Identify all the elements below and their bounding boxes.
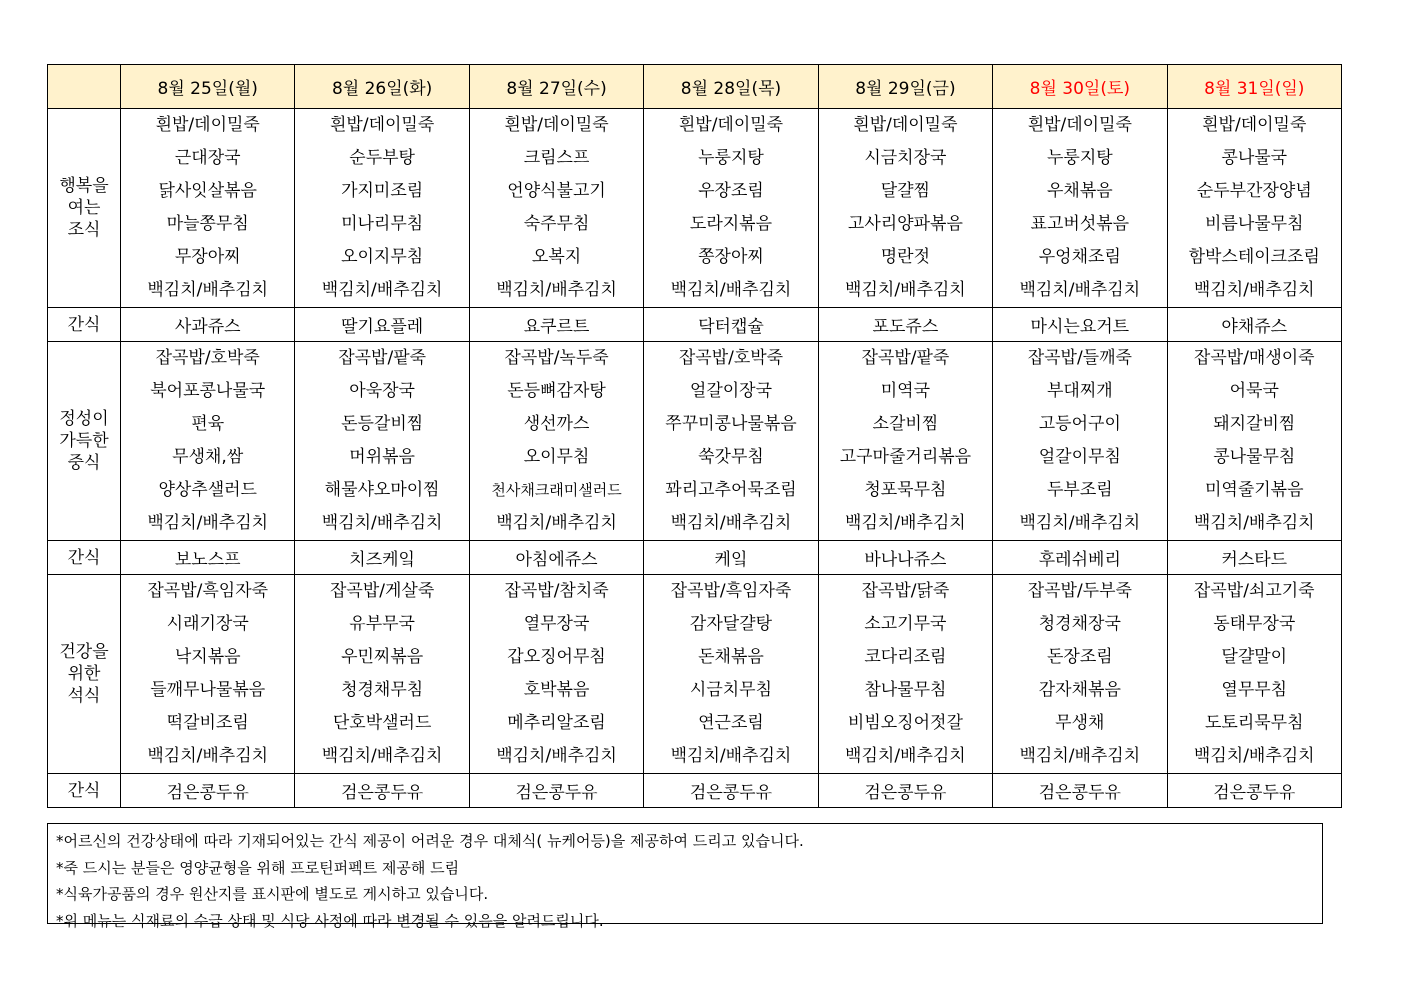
meal-label <box>48 575 121 774</box>
dish-item: 닭사잇살볶음 <box>158 181 257 201</box>
menu-body <box>48 109 1342 808</box>
dish-item: 청경채무침 <box>341 680 424 700</box>
meal-row <box>48 109 1342 308</box>
meal-row <box>48 342 1342 541</box>
meal-cell <box>993 575 1167 774</box>
dish-item: 도토리묵무침 <box>1204 713 1304 733</box>
dish-item: 아욱장국 <box>349 381 415 401</box>
dish-item: 쭈꾸미콩나물볶음 <box>665 414 797 434</box>
dish-item: 돈채볶음 <box>698 647 764 667</box>
dish-item: 잡곡밥/게살죽 <box>330 581 435 601</box>
dish-item: 잡곡밥/팥죽 <box>861 348 950 368</box>
dish-item: 무생채,쌈 <box>172 447 244 467</box>
dish-item: 돼지갈비찜 <box>1213 414 1296 434</box>
meal-label-line: 행복을 <box>59 176 109 196</box>
snack-cell: 치즈케잌 <box>295 541 469 575</box>
dish-item: 달걀말이 <box>1221 647 1288 667</box>
day-header-0: 8월 25일(월) <box>121 65 295 109</box>
dish-item: 유부무국 <box>349 614 415 634</box>
snack-cell: 딸기요플레 <box>295 308 469 342</box>
dish-item: 비름나물무침 <box>1204 214 1304 234</box>
dish-item: 돈등갈비찜 <box>341 414 424 434</box>
dish-item: 우민찌볶음 <box>341 647 424 667</box>
dish-item: 누룽지탕 <box>1046 148 1113 168</box>
dish-item: 고등어구이 <box>1038 414 1121 434</box>
dish-item: 잡곡밥/호박죽 <box>155 348 260 368</box>
dish-item: 꽈리고추어묵조림 <box>665 480 797 500</box>
snack-label: 간식 <box>48 541 121 575</box>
day-header-4: 8월 29일(금) <box>818 65 992 109</box>
dish-item: 백김치/배추김치 <box>845 513 966 533</box>
day-header-5: 8월 30일(토) <box>993 65 1167 109</box>
snack-cell: 닥터캡슐 <box>644 308 818 342</box>
dish-item: 열무장국 <box>523 614 590 634</box>
snack-cell: 검은콩두유 <box>1167 774 1341 808</box>
dish-item: 흰밥/데이밀죽 <box>853 115 958 135</box>
dish-item: 달걀찜 <box>880 181 931 201</box>
dish-item: 잡곡밥/흑임자죽 <box>670 581 792 601</box>
dish-item: 갑오징어무침 <box>507 647 606 667</box>
dish-item: 잡곡밥/참치죽 <box>504 581 609 601</box>
header-corner-cell <box>48 65 121 109</box>
meal-label-line: 건강을 <box>59 642 109 662</box>
meal-label-line: 석식 <box>67 686 101 706</box>
meal-cell <box>818 575 992 774</box>
dish-item: 시래기장국 <box>166 614 249 634</box>
meal-label-line: 조식 <box>67 220 101 240</box>
dish-item: 백김치/배추김치 <box>321 513 443 533</box>
dish-item: 흰밥/데이밀죽 <box>330 115 435 135</box>
meal-cell <box>1167 109 1341 308</box>
weekly-menu-table <box>47 64 1342 808</box>
snack-cell: 야채쥬스 <box>1167 308 1341 342</box>
dish-item: 감자채볶음 <box>1038 680 1121 700</box>
dish-item: 양상추샐러드 <box>158 480 257 500</box>
dish-item: 천사채크래미샐러드 <box>491 481 622 499</box>
meal-label <box>48 109 121 308</box>
dish-item: 돈등뼈감자탕 <box>507 381 606 401</box>
dish-item: 잡곡밥/흑임자죽 <box>147 581 269 601</box>
meal-label-line: 위한 <box>67 664 101 684</box>
dish-item: 콩나물무침 <box>1213 447 1296 467</box>
meal-cell <box>1167 575 1341 774</box>
meal-label-line: 가득한 <box>59 431 109 451</box>
dish-item: 호박볶음 <box>523 680 590 700</box>
dish-item: 편육 <box>191 414 225 434</box>
dish-item: 언양식불고기 <box>507 181 606 201</box>
dish-item: 잡곡밥/두부죽 <box>1027 581 1132 601</box>
meal-cell <box>993 109 1167 308</box>
meal-cell <box>121 575 295 774</box>
dish-item: 순두부간장양념 <box>1196 181 1312 201</box>
dish-item: 미역줄기볶음 <box>1204 480 1304 500</box>
snack-row <box>48 774 1342 808</box>
dish-item: 백김치/배추김치 <box>845 280 966 300</box>
snack-cell: 커스타드 <box>1167 541 1341 575</box>
dish-item: 백김치/배추김치 <box>1193 746 1315 766</box>
dish-item: 쑥갓무침 <box>698 447 764 467</box>
dish-item: 쫑장아찌 <box>698 247 764 267</box>
dish-item: 백김치/배추김치 <box>670 513 792 533</box>
dish-item: 얼갈이장국 <box>689 381 773 401</box>
dish-item: 백김치/배추김치 <box>1193 280 1315 300</box>
dish-item: 북어포콩나물국 <box>150 381 266 401</box>
dish-item: 무생채 <box>1055 713 1105 733</box>
dish-item: 흰밥/데이밀죽 <box>678 115 784 135</box>
dish-item: 도라지볶음 <box>689 214 773 234</box>
dish-item: 오복지 <box>531 247 582 267</box>
dish-item: 백김치/배추김치 <box>1019 280 1141 300</box>
snack-cell: 검은콩두유 <box>644 774 818 808</box>
dish-item: 근대장국 <box>174 148 241 168</box>
dish-item: 흰밥/데이밀죽 <box>1202 115 1307 135</box>
dish-item: 가지미조림 <box>341 181 424 201</box>
dish-item: 백김치/배추김치 <box>147 746 269 766</box>
dish-item: 백김치/배추김치 <box>321 280 443 300</box>
meal-label <box>48 342 121 541</box>
meal-cell <box>818 109 992 308</box>
dish-item: 고사리양파볶음 <box>847 214 963 234</box>
dish-item: 잡곡밥/호박죽 <box>678 348 784 368</box>
meal-label-line: 중식 <box>67 453 101 473</box>
dish-item: 오이지무침 <box>341 247 424 267</box>
snack-row <box>48 541 1342 575</box>
note-line: *어르신의 건강상태에 따라 기재되어있는 간식 제공이 어려운 경우 대체식( 뉴케어등)을 제공하여 드리고 있습니다. <box>56 832 804 850</box>
dish-item: 소갈비찜 <box>872 414 939 434</box>
dish-item: 무장아찌 <box>174 247 241 267</box>
dish-item: 잡곡밥/팥죽 <box>338 348 427 368</box>
dish-item: 명란젓 <box>880 247 931 267</box>
day-header-6: 8월 31일(일) <box>1167 65 1341 109</box>
snack-cell: 검은콩두유 <box>993 774 1167 808</box>
notes-box <box>47 823 1323 930</box>
dish-item: 참나물무침 <box>864 680 947 700</box>
dish-item: 잡곡밥/녹두죽 <box>504 348 609 368</box>
dish-item: 콩나물국 <box>1221 148 1288 168</box>
meal-row <box>48 575 1342 774</box>
snack-cell: 바나나쥬스 <box>818 541 992 575</box>
dish-item: 백김치/배추김치 <box>496 280 617 300</box>
dish-item: 청경채장국 <box>1038 614 1121 634</box>
meal-cell <box>295 575 469 774</box>
snack-cell: 마시는요거트 <box>993 308 1167 342</box>
dish-item: 잡곡밥/닭죽 <box>861 581 950 601</box>
snack-cell: 후레쉬베리 <box>993 541 1167 575</box>
dish-item: 열무무침 <box>1221 680 1288 700</box>
meal-cell <box>644 575 818 774</box>
dish-item: 백김치/배추김치 <box>496 746 617 766</box>
dish-item: 메추리알조림 <box>507 713 606 733</box>
dish-item: 감자달걀탕 <box>689 614 773 634</box>
meal-cell <box>644 109 818 308</box>
snack-cell: 보노스프 <box>121 541 295 575</box>
dish-item: 들깨무나물볶음 <box>150 680 266 700</box>
dish-item: 백김치/배추김치 <box>670 280 792 300</box>
note-line: *식육가공품의 경우 원산지를 표시판에 별도로 게시하고 있습니다. <box>56 885 489 903</box>
dish-item: 머위볶음 <box>349 447 415 467</box>
snack-cell: 포도쥬스 <box>818 308 992 342</box>
dish-item: 흰밥/데이밀죽 <box>504 115 609 135</box>
dish-item: 고구마줄거리볶음 <box>839 447 972 467</box>
snack-cell: 아침에쥬스 <box>469 541 643 575</box>
dish-item: 해물샤오마이찜 <box>324 480 440 500</box>
dish-item: 마늘쫑무침 <box>166 214 249 234</box>
meal-label-line: 정성이 <box>59 409 109 429</box>
dish-item: 단호박샐러드 <box>332 713 432 733</box>
dish-item: 우엉채조림 <box>1038 247 1121 267</box>
meal-cell <box>295 342 469 541</box>
dish-item: 시금치무침 <box>689 680 773 700</box>
dish-item: 소고기무국 <box>864 614 947 634</box>
dish-item: 표고버섯볶음 <box>1030 214 1130 234</box>
dish-item: 잡곡밥/들깨죽 <box>1027 348 1132 368</box>
snack-cell: 검은콩두유 <box>818 774 992 808</box>
snack-label: 간식 <box>48 774 121 808</box>
dish-item: 돈장조림 <box>1046 647 1113 667</box>
meal-cell <box>818 342 992 541</box>
dish-item: 백김치/배추김치 <box>147 513 269 533</box>
dish-item: 잡곡밥/매생이죽 <box>1193 348 1315 368</box>
dish-item: 미역국 <box>880 381 931 401</box>
meal-cell <box>295 109 469 308</box>
dish-item: 연근조림 <box>698 713 764 733</box>
dish-item: 우채볶음 <box>1046 181 1113 201</box>
dish-item: 생선까스 <box>523 414 590 434</box>
dish-item: 누룽지탕 <box>698 148 764 168</box>
dish-item: 백김치/배추김치 <box>1019 513 1141 533</box>
dish-item: 백김치/배추김치 <box>321 746 443 766</box>
dish-item: 숙주무침 <box>523 214 590 234</box>
dish-item: 백김치/배추김치 <box>147 280 269 300</box>
dish-item: 어묵국 <box>1229 381 1279 401</box>
dish-item: 미나리무침 <box>341 214 424 234</box>
dish-item: 얼갈이무침 <box>1038 447 1121 467</box>
day-header-1: 8월 26일(화) <box>295 65 469 109</box>
snack-cell: 검은콩두유 <box>121 774 295 808</box>
dish-item: 순두부탕 <box>349 148 415 168</box>
dish-item: 코다리조림 <box>864 647 947 667</box>
dish-item: 우장조림 <box>698 181 764 201</box>
dish-item: 함박스테이크조림 <box>1188 247 1320 267</box>
snack-cell: 요쿠르트 <box>469 308 643 342</box>
dish-item: 백김치/배추김치 <box>845 746 966 766</box>
snack-row <box>48 308 1342 342</box>
dish-item: 낙지볶음 <box>174 647 241 667</box>
meal-cell <box>469 109 643 308</box>
dish-item: 시금치장국 <box>864 148 947 168</box>
dish-item: 두부조림 <box>1046 480 1113 500</box>
dish-item: 백김치/배추김치 <box>1019 746 1141 766</box>
dish-item: 백김치/배추김치 <box>670 746 792 766</box>
dish-item: 떡갈비조림 <box>166 713 249 733</box>
note-line: *죽 드시는 분들은 영양균형을 위해 프로틴퍼펙트 제공해 드림 <box>56 858 460 877</box>
dish-item: 흰밥/데이밀죽 <box>155 115 260 135</box>
meal-cell <box>1167 342 1341 541</box>
dish-item: 백김치/배추김치 <box>1193 513 1315 533</box>
meal-cell <box>121 342 295 541</box>
meal-cell <box>121 109 295 308</box>
day-header-2: 8월 27일(수) <box>469 65 643 109</box>
dish-item: 잡곡밥/쇠고기죽 <box>1193 581 1315 601</box>
dish-item: 흰밥/데이밀죽 <box>1027 115 1132 135</box>
snack-label: 간식 <box>48 308 121 342</box>
meal-cell <box>469 342 643 541</box>
meal-cell <box>993 342 1167 541</box>
meal-cell <box>644 342 818 541</box>
snack-cell: 검은콩두유 <box>295 774 469 808</box>
note-line: *위 메뉴는 식재료의 수급 상태 및 식당 사정에 따라 변경될 수 있음을 알려드립니다. <box>56 911 604 930</box>
meal-label-line: 여는 <box>67 198 101 218</box>
snack-cell: 케잌 <box>644 541 818 575</box>
dish-item: 청포묵무침 <box>864 480 947 500</box>
day-header-3: 8월 28일(목) <box>644 65 818 109</box>
dish-item: 부대찌개 <box>1046 381 1113 401</box>
snack-cell: 사과쥬스 <box>121 308 295 342</box>
dish-item: 동태무장국 <box>1213 614 1296 634</box>
snack-cell: 검은콩두유 <box>469 774 643 808</box>
dish-item: 백김치/배추김치 <box>496 513 617 533</box>
meal-cell <box>469 575 643 774</box>
dish-item: 크림스프 <box>523 148 590 168</box>
dish-item: 비빔오징어젓갈 <box>847 713 963 733</box>
header-row <box>48 65 1342 109</box>
dish-item: 오이무침 <box>523 447 590 467</box>
